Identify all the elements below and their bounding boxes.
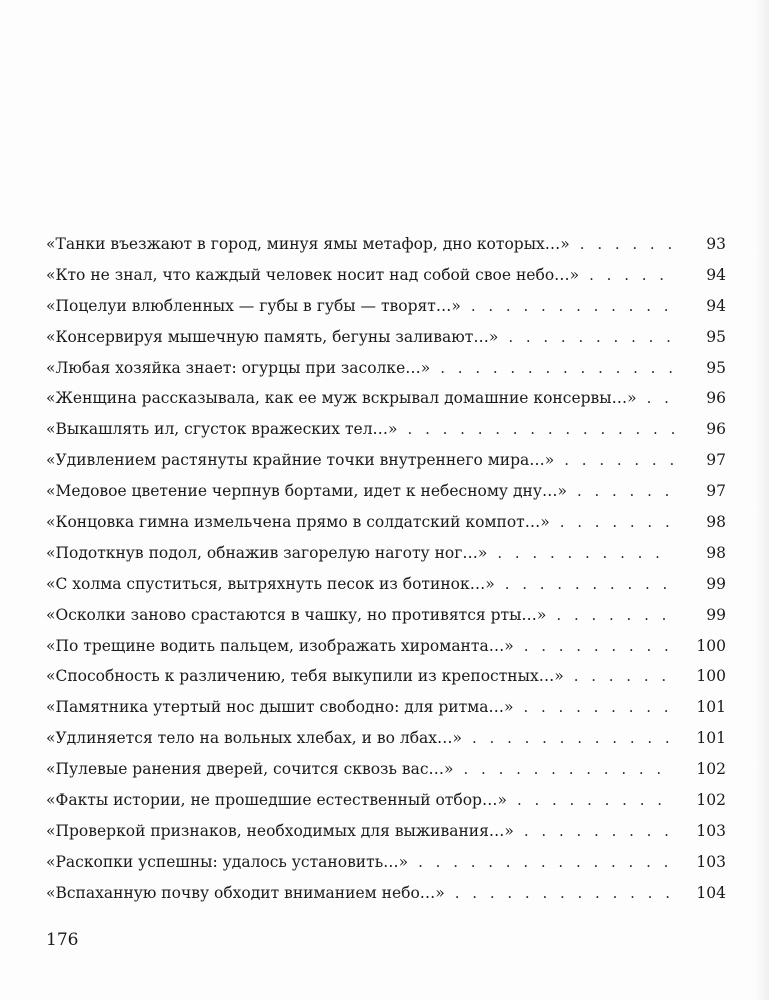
toc-entry — [46, 322, 726, 353]
dot-leader — [508, 322, 674, 353]
toc-entry-title: «Памятника утертый нос дышит свободно: для ритма…» — [46, 698, 514, 717]
dot-leader — [418, 847, 674, 878]
dot-leader — [647, 383, 674, 414]
toc-entry-title: «Осколки заново срастаются в чашку, но противятся рты…» — [46, 605, 547, 624]
dot-leader — [440, 353, 674, 384]
dot-leader — [455, 878, 674, 909]
dot-leader — [524, 816, 674, 847]
toc-entry — [46, 476, 726, 507]
toc-entry — [46, 754, 726, 785]
toc-entry-title: «Женщина рассказывала, как ее муж вскрывал домашние консервы…» — [46, 389, 637, 408]
toc-entry-title: «Танки въезжают в город, минуя ямы метафор, дно которых…» — [46, 235, 570, 253]
toc-entry-page: 95 — [706, 358, 726, 377]
dot-leader — [471, 291, 674, 322]
toc-entry — [46, 383, 726, 414]
toc-entry-page: 95 — [706, 327, 726, 346]
dot-leader — [564, 445, 674, 476]
toc-entry-title: «Кто не знал, что каждый человек носит над собой свое небо…» — [46, 265, 580, 284]
toc-entry-page: 100 — [696, 667, 726, 686]
toc-entry — [46, 291, 726, 322]
toc-entry-page: 100 — [696, 636, 726, 655]
dot-leader — [464, 754, 675, 785]
toc-entry-title: «Подоткнув подол, обнажив загорелую наготу ног…» — [46, 543, 488, 562]
toc-entry-page: 97 — [706, 451, 726, 470]
table-of-contents — [46, 229, 726, 909]
toc-entry-title: «Консервируя мышечную память, бегуны заливают…» — [46, 327, 499, 346]
toc-entry-page: 102 — [696, 791, 726, 810]
toc-entry — [46, 816, 726, 847]
toc-entry-page: 94 — [706, 296, 726, 315]
toc-entry-title: «Способность к различению, тебя выкупили из крепостных…» — [46, 667, 564, 686]
dot-leader — [524, 631, 674, 662]
toc-entry — [46, 445, 726, 476]
toc-entry-page: 102 — [696, 760, 726, 779]
dot-leader — [408, 414, 674, 445]
toc-entry-page: 98 — [706, 543, 726, 562]
toc-entry — [46, 538, 726, 569]
toc-entry — [46, 507, 726, 538]
page-number: 176 — [46, 930, 79, 950]
toc-entry-title: «Удивлением растянуты крайние точки внутреннего мира…» — [46, 451, 555, 470]
toc-entry-page: 98 — [706, 513, 726, 532]
toc-entry-page: 99 — [706, 574, 726, 593]
toc-entry-page: 93 — [706, 235, 726, 253]
toc-entry — [46, 847, 726, 878]
toc-entry — [46, 878, 726, 909]
toc-entry-page: 97 — [706, 482, 726, 501]
toc-entry-page: 94 — [706, 265, 726, 284]
toc-entry — [46, 723, 726, 754]
dot-leader — [505, 569, 674, 600]
toc-entry-page: 101 — [696, 698, 726, 717]
toc-entry — [46, 692, 726, 723]
toc-entry — [46, 785, 726, 816]
toc-entry-title: «С холма спуститься, вытряхнуть песок из ботинок…» — [46, 574, 495, 593]
toc-entry-title: «Вспаханную почву обходит вниманием небо…» — [46, 883, 445, 902]
toc-entry-page: 96 — [706, 389, 726, 408]
toc-entry-title: «Удлиняется тело на вольных хлебах, и во лбах…» — [46, 729, 462, 748]
toc-entry-page: 99 — [706, 605, 726, 624]
toc-entry — [46, 600, 726, 631]
toc-entry-page: 104 — [696, 883, 726, 902]
page-edge-shadow — [755, 0, 769, 1000]
toc-entry — [46, 631, 726, 662]
toc-entry — [46, 229, 726, 260]
toc-entry — [46, 661, 726, 692]
toc-entry-page: 101 — [696, 729, 726, 748]
toc-entry-title: «Любая хозяйка знает: огурцы при засолке…» — [46, 358, 431, 377]
toc-entry-page: 103 — [696, 852, 726, 871]
dot-leader — [560, 507, 674, 538]
dot-leader — [574, 661, 674, 692]
dot-leader — [580, 229, 674, 260]
toc-entry-title: «Раскопки успешны: удалось установить…» — [46, 852, 409, 871]
toc-entry-title: «По трещине водить пальцем, изображать хироманта…» — [46, 636, 514, 655]
toc-entry — [46, 414, 726, 445]
toc-entry — [46, 353, 726, 384]
toc-entry — [46, 569, 726, 600]
dot-leader — [577, 476, 674, 507]
toc-entry-title: «Медовое цветение черпнув бортами, идет к небесному дну…» — [46, 482, 567, 501]
dot-leader — [497, 538, 674, 569]
dot-leader — [517, 785, 674, 816]
dot-leader — [589, 260, 674, 291]
toc-entry-title: «Факты истории, не прошедшие естественный отбор…» — [46, 791, 507, 810]
toc-entry-title: «Пулевые ранения дверей, сочится сквозь вас…» — [46, 760, 454, 779]
toc-entry-page: 96 — [706, 420, 726, 439]
dot-leader — [556, 600, 674, 631]
toc-entry-title: «Концовка гимна измельчена прямо в солдатский компот…» — [46, 513, 550, 532]
toc-entry-title: «Поцелуи влюбленных — губы в губы — творят…» — [46, 296, 461, 315]
toc-entry — [46, 260, 726, 291]
dot-leader — [523, 692, 674, 723]
dot-leader — [472, 723, 674, 754]
toc-entry-title: «Проверкой признаков, необходимых для выживания…» — [46, 821, 514, 840]
toc-entry-title: «Выкашлять ил, сгусток вражеских тел…» — [46, 420, 398, 439]
toc-entry-page: 103 — [696, 821, 726, 840]
